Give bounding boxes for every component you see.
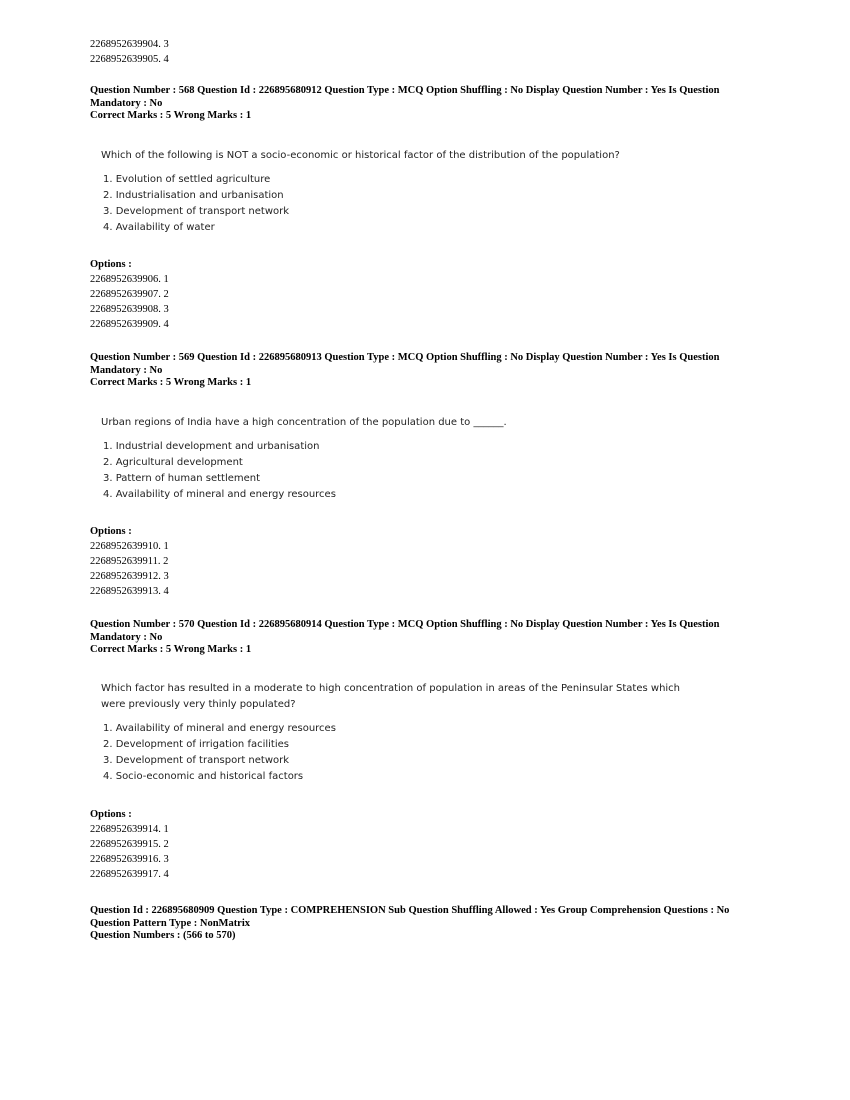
question-570-options — [90, 807, 169, 882]
choice: 3. Pattern of human settlement — [103, 473, 261, 484]
option-line: 2268952639910. 1 — [90, 541, 169, 552]
question-numbers: Question Numbers : (566 to 570) — [90, 930, 236, 941]
option-line: 2268952639905. 4 — [90, 54, 169, 65]
choice: 3. Development of transport network — [103, 755, 290, 766]
question-stem: Urban regions of India have a high concentration of the population due to ______. — [101, 417, 507, 428]
option-line: 2268952639908. 3 — [90, 304, 169, 315]
option-line: 2268952639909. 4 — [90, 319, 169, 330]
option-line: 2268952639915. 2 — [90, 839, 169, 850]
question-mandatory: Mandatory : No — [90, 97, 163, 109]
question-570-body — [101, 681, 680, 785]
comprehension-header — [90, 905, 729, 943]
choice: 2. Industrialisation and urbanisation — [103, 190, 284, 201]
question-meta: Question Number : 570 Question Id : 226895680914 Question Type : MCQ Option Shuffling : No Display Question Number : Yes Is Question — [90, 619, 720, 630]
choice: 4. Availability of water — [103, 222, 215, 233]
option-line: 2268952639906. 1 — [90, 274, 169, 285]
question-569-body — [101, 415, 507, 503]
question-mandatory: Mandatory : No — [90, 631, 163, 643]
choice: 2. Agricultural development — [103, 457, 243, 468]
option-line: 2268952639911. 2 — [90, 556, 169, 567]
question-568-options — [90, 257, 169, 332]
question-pattern-type: Question Pattern Type : NonMatrix — [90, 917, 251, 929]
choice: 4. Socio-economic and historical factors — [103, 771, 304, 782]
option-line: 2268952639907. 2 — [90, 289, 169, 300]
question-marks: Correct Marks : 5 Wrong Marks : 1 — [90, 644, 252, 655]
choice: 1. Evolution of settled agriculture — [103, 174, 271, 185]
choice: 3. Development of transport network — [103, 206, 290, 217]
question-568-body — [101, 148, 620, 236]
question-stem: Which of the following is NOT a socio-economic or historical factor of the distribution of the population? — [101, 150, 620, 161]
option-line: 2268952639904. 3 — [90, 39, 169, 50]
question-marks: Correct Marks : 5 Wrong Marks : 1 — [90, 110, 252, 121]
question-569-options — [90, 524, 169, 599]
question-stem: Which factor has resulted in a moderate to high concentration of population in areas of the Peninsular States which — [101, 683, 681, 694]
question-meta: Question Number : 569 Question Id : 226895680913 Question Type : MCQ Option Shuffling : No Display Question Number : Yes Is Question — [90, 352, 720, 363]
options-label: Options : — [90, 809, 132, 820]
option-line: 2268952639913. 4 — [90, 586, 169, 597]
choice: 4. Availability of mineral and energy resources — [103, 489, 336, 500]
comprehension-meta: Question Id : 226895680909 Question Type : COMPREHENSION Sub Question Shuffling Allowed : Yes Group Comprehension Questions : No — [90, 905, 730, 916]
option-line: 2268952639914. 1 — [90, 824, 169, 835]
top-options — [90, 37, 169, 67]
option-line: 2268952639916. 3 — [90, 854, 169, 865]
choice: 2. Development of irrigation facilities — [103, 739, 289, 750]
option-line: 2268952639917. 4 — [90, 869, 169, 880]
option-line: 2268952639912. 3 — [90, 571, 169, 582]
choice: 1. Industrial development and urbanisation — [103, 441, 320, 452]
options-label: Options : — [90, 259, 132, 270]
question-569-header — [90, 352, 720, 390]
choice: 1. Availability of mineral and energy resources — [103, 723, 336, 734]
question-mandatory: Mandatory : No — [90, 364, 163, 376]
question-meta: Question Number : 568 Question Id : 226895680912 Question Type : MCQ Option Shuffling : No Display Question Number : Yes Is Question — [90, 85, 720, 96]
options-label: Options : — [90, 526, 132, 537]
question-570-header — [90, 619, 720, 657]
question-marks: Correct Marks : 5 Wrong Marks : 1 — [90, 377, 252, 388]
question-568-header — [90, 85, 720, 123]
question-stem-continued: were previously very thinly populated? — [101, 699, 296, 710]
